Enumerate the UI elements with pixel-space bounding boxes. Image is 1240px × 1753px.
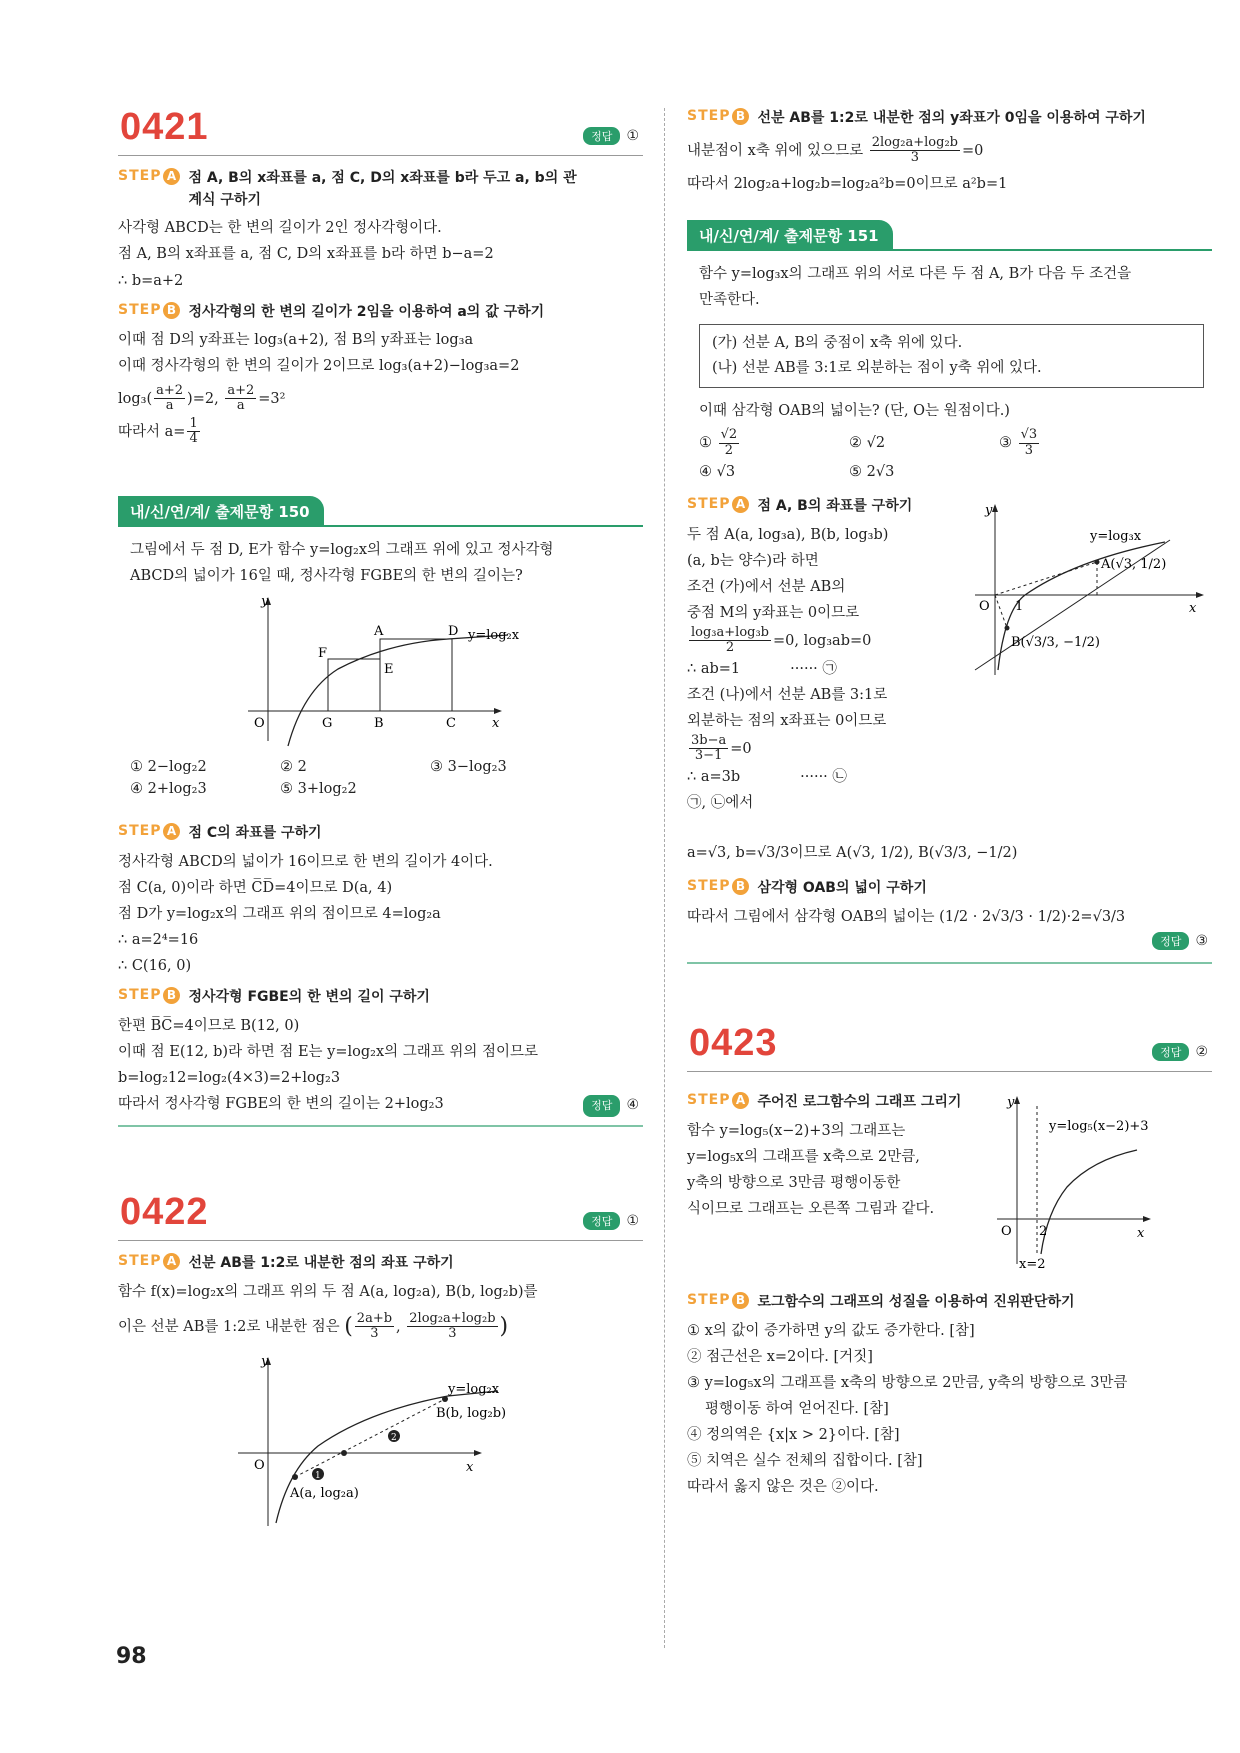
- label-x: x: [1137, 1225, 1145, 1241]
- step-letter: A: [163, 823, 180, 840]
- step-title: 선분 AB를 1:2로 내분한 점의 좌표 구하기: [188, 1255, 454, 1272]
- eq-part: =0: [730, 740, 752, 757]
- answer-value: ①: [626, 1213, 639, 1230]
- step-title: 정사각형의 한 변의 길이가 2임을 이용하여 a의 값 구하기: [188, 303, 545, 320]
- problem-0421-header: [118, 100, 643, 156]
- label-O: O: [254, 715, 265, 731]
- choices-150: [118, 759, 643, 797]
- y-arrow: [1014, 1096, 1020, 1104]
- answer-box: [583, 127, 639, 145]
- eq-part: )=2,: [187, 390, 219, 407]
- equation-line: [687, 734, 957, 764]
- answer-badge: 정답: [583, 1095, 620, 1117]
- solution-line: 점 D가 y=log₂x의 그래프 위의 점이므로 4=log₂a: [118, 905, 441, 922]
- question-line: 이때 삼각형 OAB의 넓이는? (단, O는 원점이다.): [699, 403, 1010, 420]
- label-F: F: [318, 645, 328, 661]
- problem-0422-header: [118, 1185, 643, 1241]
- segment-AB: [295, 1399, 445, 1477]
- step-b: [687, 108, 1212, 130]
- left-column: [118, 100, 643, 1531]
- label-O: O: [1001, 1223, 1012, 1239]
- solution-line: y축의 방향으로 3만큼 평행이동한: [687, 1174, 901, 1191]
- solution-line: ∴ a=2⁴=16: [118, 931, 199, 948]
- step-label: STEP: [118, 168, 162, 184]
- solution-line: ∴ ab=1 ······ ㉠: [687, 660, 837, 677]
- question-line: 만족한다.: [699, 292, 760, 309]
- eq-part: 이은 선분 AB를 1:2로 내분한 점은: [118, 1318, 340, 1335]
- question-line: 그림에서 두 점 D, E가 함수 y=log₂x의 그래프 위에 있고 정사각형: [130, 541, 554, 558]
- choice-3: ③ 3−log₂3: [430, 758, 507, 775]
- step-label: STEP: [687, 878, 731, 895]
- solution-line: [118, 1091, 643, 1117]
- ratio-label-1: 1: [315, 1470, 321, 1481]
- solution-line: ④ 정의역은 {x|x > 2}이다. [참]: [687, 1426, 900, 1443]
- question-line: 함수 y=log₃x의 그래프 위의 서로 다른 두 점 A, B가 다음 두 조건을: [699, 266, 1132, 283]
- solution-line: 평행이동 하여 얻어진다. [참]: [705, 1400, 889, 1417]
- label-curve: y=log₃x: [1090, 529, 1142, 544]
- choice-4: ④ √3: [699, 464, 736, 480]
- choice-1: ① $\frac{√2}{2}$: [699, 427, 738, 458]
- label-A: A: [374, 623, 384, 639]
- label-A: A(√3, 1/2): [1101, 557, 1167, 572]
- label-C: C: [446, 715, 456, 731]
- label-B: B: [374, 715, 384, 731]
- eq-part: 내분점이 x축 위에 있으므로: [687, 142, 864, 159]
- problem-number: 0421: [120, 106, 209, 148]
- banner-label: 내/신/연/계/ 출제문항 151: [687, 220, 893, 251]
- step-letter: B: [732, 1292, 749, 1309]
- label-x: x: [1189, 601, 1197, 616]
- section-separator: [118, 1125, 643, 1127]
- answer-value: ④: [626, 1097, 639, 1114]
- label-O: O: [254, 1457, 265, 1473]
- problem-number: 0423: [689, 1021, 778, 1064]
- solution-line: 두 점 A(a, log₃a), B(b, log₃b): [687, 526, 889, 543]
- figure-150: [118, 591, 643, 751]
- solution-line: 외분하는 점의 x좌표는 0이므로: [687, 712, 887, 729]
- equation-line: [118, 384, 643, 414]
- fraction: $\frac{a+2}{a}$: [227, 382, 255, 413]
- segment-OA: [995, 562, 1097, 595]
- step-b: [118, 302, 643, 324]
- solution-line: b=log₂12=log₂(4×3)=2+log₂3: [118, 1069, 341, 1086]
- step-label: STEP: [687, 1291, 731, 1308]
- point-A: [292, 1474, 298, 1480]
- step-a: [687, 496, 957, 518]
- step-label: STEP: [118, 301, 162, 318]
- step-b: [687, 878, 1212, 900]
- label-one: 1: [1015, 599, 1024, 614]
- answer-badge: 정답: [583, 1212, 620, 1230]
- fraction: $\frac{\text{2log₂a+log₂b}}{3}$: [871, 134, 958, 165]
- choice-1: ① 2−log₂2: [130, 758, 207, 775]
- solution-line: 식이므로 그래프는 오른쪽 그림과 같다.: [687, 1200, 935, 1217]
- step-label: STEP: [687, 108, 731, 124]
- choice-2: ② √2: [849, 435, 886, 452]
- segment-OB: [995, 595, 1007, 628]
- label-two: 2: [1039, 1223, 1048, 1239]
- fraction: $\frac{3b-a}{3-1}$: [691, 732, 727, 764]
- fraction: $\frac{1}{4}$: [189, 416, 198, 447]
- solution-line: 사각형 ABCD는 한 변의 길이가 2인 정사각형이다.: [118, 220, 442, 237]
- related-item-banner: [118, 495, 643, 527]
- solution-line: 이때 점 E(12, b)라 하면 점 E는 y=log₂x의 그래프 위의 점이므로: [118, 1043, 539, 1060]
- equation-line: [687, 626, 957, 656]
- figure-0423: [987, 1092, 1207, 1272]
- step-title: 점 C의 좌표를 구하기: [188, 824, 322, 841]
- solution-line: 한편 B̅C̅=4이므로 B(12, 0): [118, 1017, 300, 1034]
- label-y: y: [985, 503, 993, 518]
- ratio-label-2: 2: [391, 1432, 397, 1443]
- condition-1: (가) 선분 A, B의 중점이 x축 위에 있다.: [712, 334, 963, 351]
- x-arrow: [474, 1450, 482, 1456]
- solution-line: 정사각형 ABCD의 넓이가 16이므로 한 변의 길이가 4이다.: [118, 853, 493, 870]
- step-title: 점 A, B의 x좌표를 a, 점 C, D의 x좌표를 b라 두고 a, b의 관계식 구하기: [188, 170, 577, 208]
- solution-line: (a, b는 양수)라 하면: [687, 552, 819, 569]
- y-arrow: [992, 504, 998, 512]
- solution-line: 따라서 그림에서 삼각형 OAB의 넓이는 (1/2 · 2√3/3 · 1/2)·2=√3/3: [687, 908, 1126, 925]
- point-B: [1005, 626, 1010, 631]
- x-arrow: [494, 708, 502, 714]
- page-number: 98: [116, 1644, 147, 1669]
- step-title: 점 A, B의 좌표를 구하기: [757, 498, 913, 514]
- step-letter: A: [732, 1092, 749, 1109]
- step-a: [687, 1092, 987, 1114]
- solution-line: ② 점근선은 x=2이다. [거짓]: [687, 1348, 873, 1365]
- label-asymptote: x=2: [1019, 1256, 1046, 1272]
- solution-line: 점 A, B의 x좌표를 a, 점 C, D의 x좌표를 b라 하면 b−a=2: [118, 246, 494, 263]
- x-arrow: [1196, 592, 1204, 598]
- step-label: STEP: [118, 822, 162, 839]
- step-label: STEP: [118, 987, 162, 1004]
- problem-0423-step-a: [687, 1084, 1212, 1284]
- choice-5: ⑤ 3+log₂2: [280, 780, 357, 797]
- step-title: 선분 AB를 1:2로 내분한 점의 y좌표가 0임을 이용하여 구하기: [757, 110, 1146, 126]
- answer-box: [583, 1093, 639, 1118]
- log-curve: [1041, 1150, 1137, 1254]
- step-label: STEP: [118, 1253, 162, 1270]
- label-B: B(b, log₂b): [436, 1405, 507, 1421]
- fraction: $\frac{\text{2log₂a+log₂b}}{3}$: [409, 1310, 496, 1342]
- label-y: y: [261, 1353, 269, 1369]
- item151-solution-a: [687, 480, 1212, 840]
- solution-line: 점 C(a, 0)이라 하면 C̅D̅=4이므로 D(a, 4): [118, 879, 393, 896]
- step-b: [118, 987, 643, 1009]
- final-answer-text: 따라서 정사각형 FGBE의 한 변의 길이는 2+log₂3: [118, 1096, 444, 1113]
- banner-label: 내/신/연/계/ 출제문항 150: [118, 496, 324, 527]
- answer-value: ②: [1195, 1043, 1208, 1060]
- condition-2: (나) 선분 AB를 3:1로 외분하는 점이 y축 위에 있다.: [712, 359, 1042, 376]
- step-title: 로그함수의 그래프의 성질을 이용하여 진위판단하기: [757, 1293, 1075, 1310]
- column-divider: [664, 108, 665, 1648]
- eq-part: =0: [961, 142, 984, 159]
- conditions-box: [699, 324, 1204, 389]
- solution-line: ∴ a=3b ······ ㉡: [687, 768, 847, 785]
- paren: ): [499, 1313, 509, 1339]
- label-curve: y=log₂x: [448, 1381, 500, 1397]
- solution-line: 함수 f(x)=log₂x의 그래프 위의 두 점 A(a, log₂a), B(b, log₂b)를: [118, 1283, 538, 1300]
- solution-line: 조건 (나)에서 선분 AB를 3:1로: [687, 686, 888, 703]
- right-column: [687, 100, 1212, 1500]
- step-title: 삼각형 OAB의 넓이 구하기: [757, 880, 927, 897]
- step-letter: B: [163, 987, 180, 1004]
- fraction: $\frac{a+2}{a}$: [156, 382, 184, 413]
- equation-line: [687, 136, 1212, 166]
- solution-line: 이때 정사각형의 한 변의 길이가 2이므로 log₃(a+2)−log₃a=2: [118, 358, 520, 375]
- step-a: [118, 168, 643, 211]
- x-arrow: [1143, 1216, 1151, 1222]
- solution-line: ∴ b=a+2: [118, 272, 184, 289]
- label-B: B(√3/3, −1/2): [1011, 635, 1100, 650]
- choice-5: ⑤ 2√3: [849, 464, 895, 480]
- step-letter: A: [732, 496, 749, 513]
- step-label: STEP: [687, 1091, 731, 1108]
- section-separator: [687, 962, 1212, 964]
- step-a: [118, 1253, 643, 1275]
- equation-line: [118, 417, 643, 447]
- step-letter: A: [163, 168, 180, 185]
- question-line: ABCD의 넓이가 16일 때, 정사각형 FGBE의 한 변의 길이는?: [130, 567, 523, 584]
- answer-box: [1152, 1043, 1208, 1061]
- label-E: E: [384, 661, 394, 677]
- step-a: [118, 823, 643, 845]
- solution-line: 따라서 2log₂a+log₂b=log₂a²b=0이므로 a²b=1: [687, 176, 1008, 193]
- label-G: G: [322, 715, 333, 731]
- figure-0422: [118, 1351, 643, 1531]
- step-letter: B: [732, 878, 749, 895]
- answer-value: ①: [626, 128, 639, 144]
- eq-part: 따라서 a=: [118, 423, 186, 440]
- label-x: x: [466, 1459, 474, 1475]
- fraction: $\frac{2a+b}{3}$: [356, 1310, 393, 1342]
- solution-line: 이때 점 D의 y좌표는 log₃(a+2), 점 B의 y좌표는 log₃a: [118, 332, 474, 349]
- problem-0423-header: [687, 1016, 1212, 1072]
- solution-line: ① x의 값이 증가하면 y의 값도 증가한다. [참]: [687, 1322, 975, 1339]
- label-x: x: [492, 715, 500, 731]
- label-D: D: [448, 623, 459, 639]
- step-letter: A: [163, 1253, 180, 1270]
- square-FGBE: [328, 659, 380, 711]
- related-item-banner: [687, 219, 1212, 251]
- choice-2: ② 2: [280, 758, 307, 775]
- step-title: 주어진 로그함수의 그래프 그리기: [757, 1093, 962, 1110]
- answer-badge: 정답: [1152, 932, 1189, 950]
- label-y: y: [261, 593, 269, 609]
- fraction: $\frac{\text{log₃a+log₃b}}{2}$: [691, 625, 769, 656]
- solution-line: ㉠, ㉡에서: [687, 794, 754, 811]
- step-letter: B: [732, 108, 749, 125]
- answer-badge: 정답: [1152, 1043, 1189, 1061]
- paren: (: [344, 1313, 353, 1339]
- solution-line: 함수 y=log₅(x−2)+3의 그래프는: [687, 1122, 906, 1139]
- solution-line: y=log₅x의 그래프를 x축으로 2만큼,: [687, 1148, 920, 1165]
- step-b: [687, 1292, 1212, 1314]
- choices-151: [687, 428, 1212, 480]
- internal-point: [341, 1450, 347, 1456]
- solution-line: 중점 M의 y좌표는 0이므로: [687, 604, 860, 621]
- figure-151: [965, 500, 1205, 680]
- eq-part: log₃(: [118, 390, 153, 407]
- answer-box: [1152, 932, 1208, 950]
- choice-3: ③ $\frac{√3}{3}$: [999, 427, 1038, 458]
- problem-number: 0422: [120, 1191, 209, 1234]
- solution-line: a=√3, b=√3/3이므로 A(√3, 1/2), B(√3/3, −1/2): [687, 845, 1018, 861]
- step-title: 정사각형 FGBE의 한 변의 길이 구하기: [188, 989, 430, 1006]
- label-y: y: [1007, 1094, 1015, 1110]
- label-A: A(a, log₂a): [290, 1485, 359, 1501]
- label-curve: y=log₂x: [468, 627, 520, 643]
- answer-value: ③: [1195, 932, 1208, 949]
- label-O: O: [979, 599, 990, 614]
- step-letter: B: [163, 302, 180, 319]
- label-curve: y=log₅(x−2)+3: [1049, 1118, 1149, 1134]
- solution-line: ③ y=log₅x의 그래프를 x축의 방향으로 2만큼, y축의 방향으로 3만큼: [687, 1374, 1128, 1391]
- point-A: [1095, 560, 1100, 565]
- answer-badge: 정답: [583, 127, 620, 145]
- solution-line: 따라서 옳지 않은 것은 ②이다.: [687, 1479, 879, 1496]
- step-label: STEP: [687, 496, 731, 512]
- answer-box: [583, 1212, 639, 1230]
- choice-4: ④ 2+log₂3: [130, 780, 207, 797]
- solution-line: ∴ C(16, 0): [118, 957, 192, 974]
- eq-part: =3²: [258, 390, 286, 407]
- equation-line: 이은 선분 AB를 1:2로 내분한 점은 ( $\frac{2a+b}{3}$ , $\frac{\text{2log₂a+log₂b}}{3}$ ): [118, 1310, 509, 1342]
- solution-line: 조건 (가)에서 선분 AB의: [687, 578, 846, 595]
- eq-part: =0, log₃ab=0: [773, 632, 872, 649]
- solution-line: ⑤ 치역은 실수 전체의 집합이다. [참]: [687, 1453, 923, 1470]
